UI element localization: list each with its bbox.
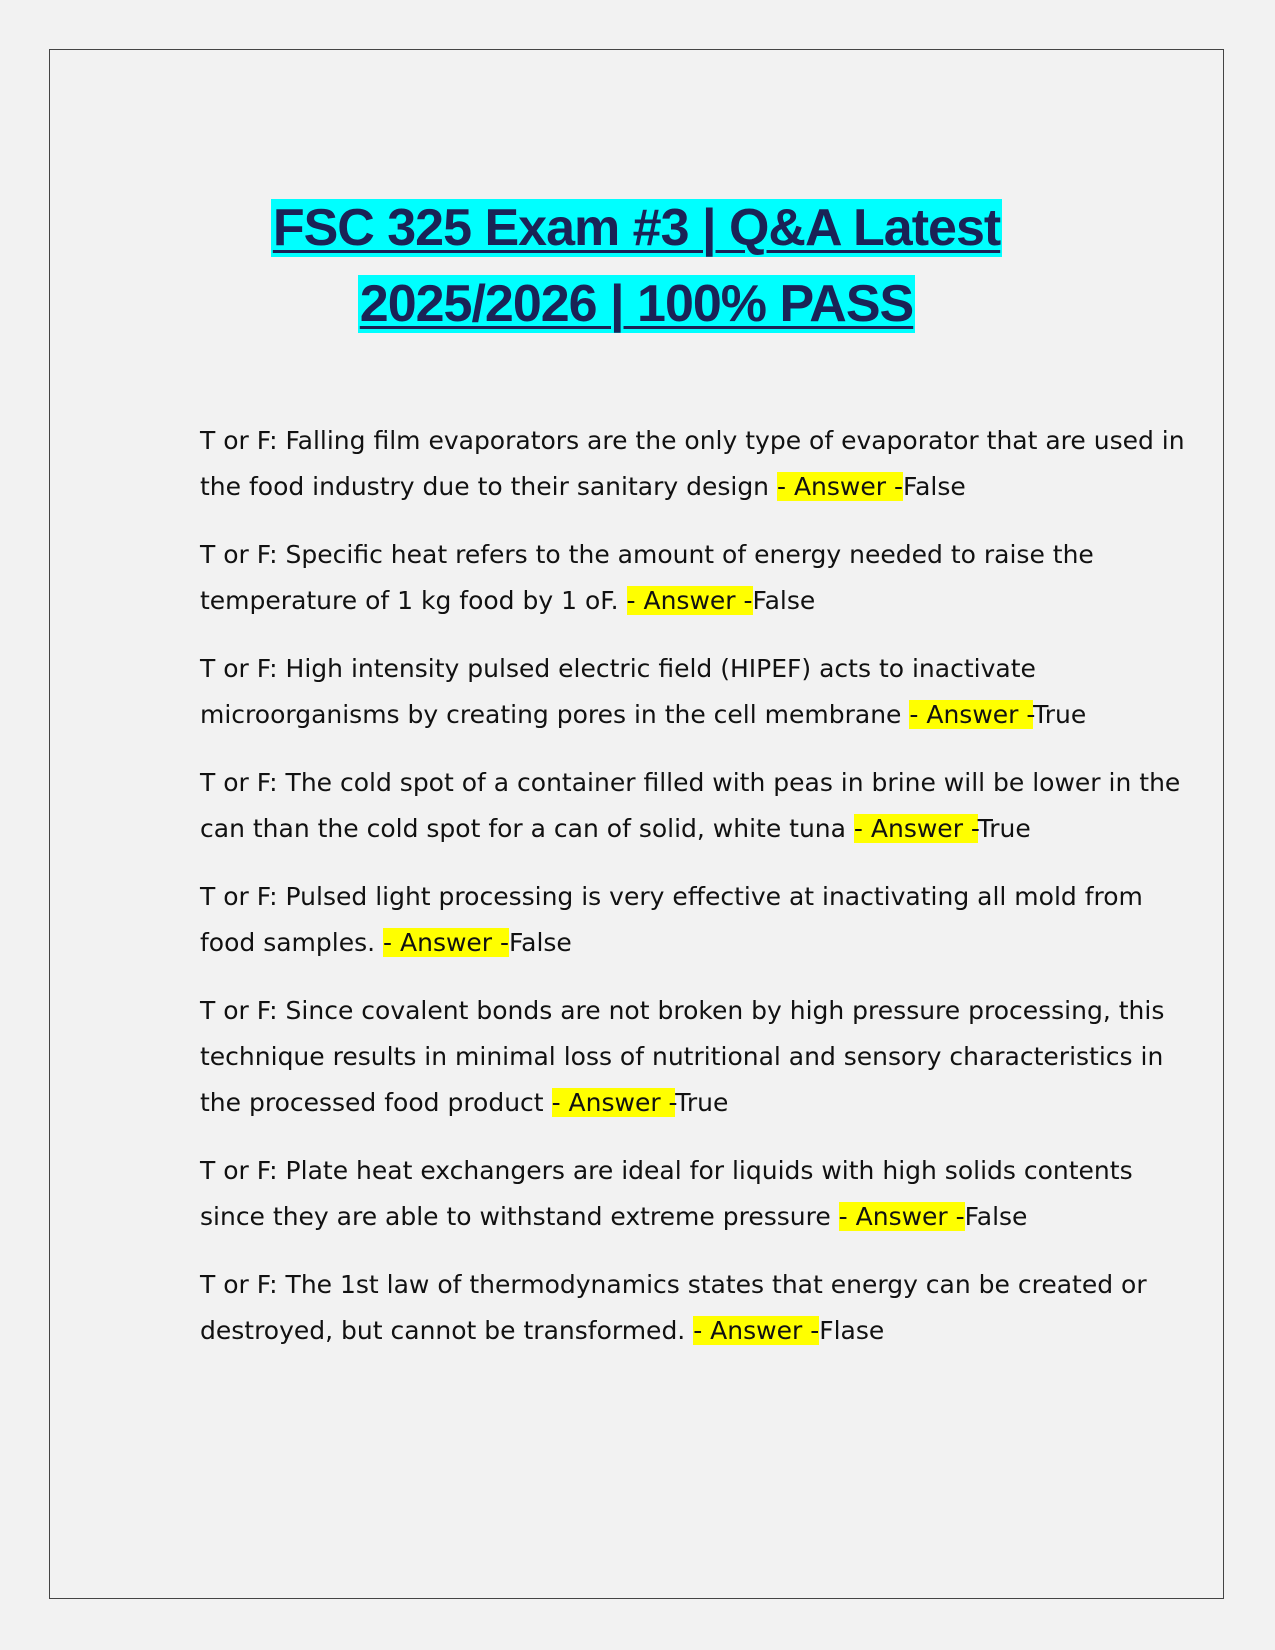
answer-value: False: [752, 586, 816, 615]
page-title: [50, 190, 1223, 342]
answer-label: - Answer -: [626, 586, 753, 615]
answer-value: True: [977, 814, 1031, 843]
question-text: T or F: Falling film evaporators are the only type of evaporator that are used in the food industry due to their sanitary design: [200, 426, 1185, 501]
title-line-1: [50, 190, 1223, 266]
answer-label: - Answer -: [838, 1202, 965, 1231]
question-text: T or F: The 1st law of thermodynamics states that energy can be created or destroyed, but cannot be transformed.: [200, 1270, 1147, 1345]
qa-item: [200, 874, 1190, 966]
qa-list: [200, 418, 1190, 1376]
qa-item: [200, 760, 1190, 852]
answer-label: - Answer -: [909, 700, 1034, 729]
answer-value: True: [1033, 700, 1087, 729]
question-text: T or F: Pulsed light processing is very effective at inactivating all mold from food samples.: [200, 882, 1143, 957]
answer-value: True: [675, 1088, 729, 1117]
answer-label: - Answer -: [776, 472, 903, 501]
title-text-1: FSC 325 Exam #3 | Q&A Latest: [272, 199, 1001, 257]
qa-item: [200, 988, 1190, 1126]
page-frame: [49, 49, 1224, 1599]
answer-value: False: [903, 472, 966, 501]
answer-label: - Answer -: [693, 1316, 820, 1345]
answer-label: - Answer -: [853, 814, 978, 843]
question-text: T or F: Since covalent bonds are not broken by high pressure processing, this technique results in minimal loss of nutritional and sensory characteristics in the processed food product: [200, 996, 1165, 1117]
answer-label: - Answer -: [551, 1088, 676, 1117]
qa-item: [200, 418, 1190, 510]
answer-value: Flase: [819, 1316, 885, 1345]
question-text: T or F: The cold spot of a container filled with peas in brine will be lower in the can than the cold spot for a can of solid, white tuna: [200, 768, 1181, 843]
qa-item: [200, 1262, 1190, 1354]
answer-value: False: [509, 928, 572, 957]
question-text: T or F: Plate heat exchangers are ideal for liquids with high solids contents since they are able to withstand extreme pressure: [200, 1156, 1133, 1231]
qa-item: [200, 646, 1190, 738]
title-line-2: [50, 266, 1223, 342]
qa-item: [200, 1148, 1190, 1240]
title-text-2: 2025/2026 | 100% PASS: [359, 275, 914, 333]
question-text: T or F: Specific heat refers to the amount of energy needed to raise the temperature of 1 kg food by 1 oF.: [200, 540, 1094, 615]
question-text: T or F: High intensity pulsed electric field (HIPEF) acts to inactivate microorganisms by creating pores in the cell membrane: [200, 654, 1036, 729]
qa-item: [200, 532, 1190, 624]
answer-value: False: [964, 1202, 1028, 1231]
answer-label: - Answer -: [383, 928, 510, 957]
